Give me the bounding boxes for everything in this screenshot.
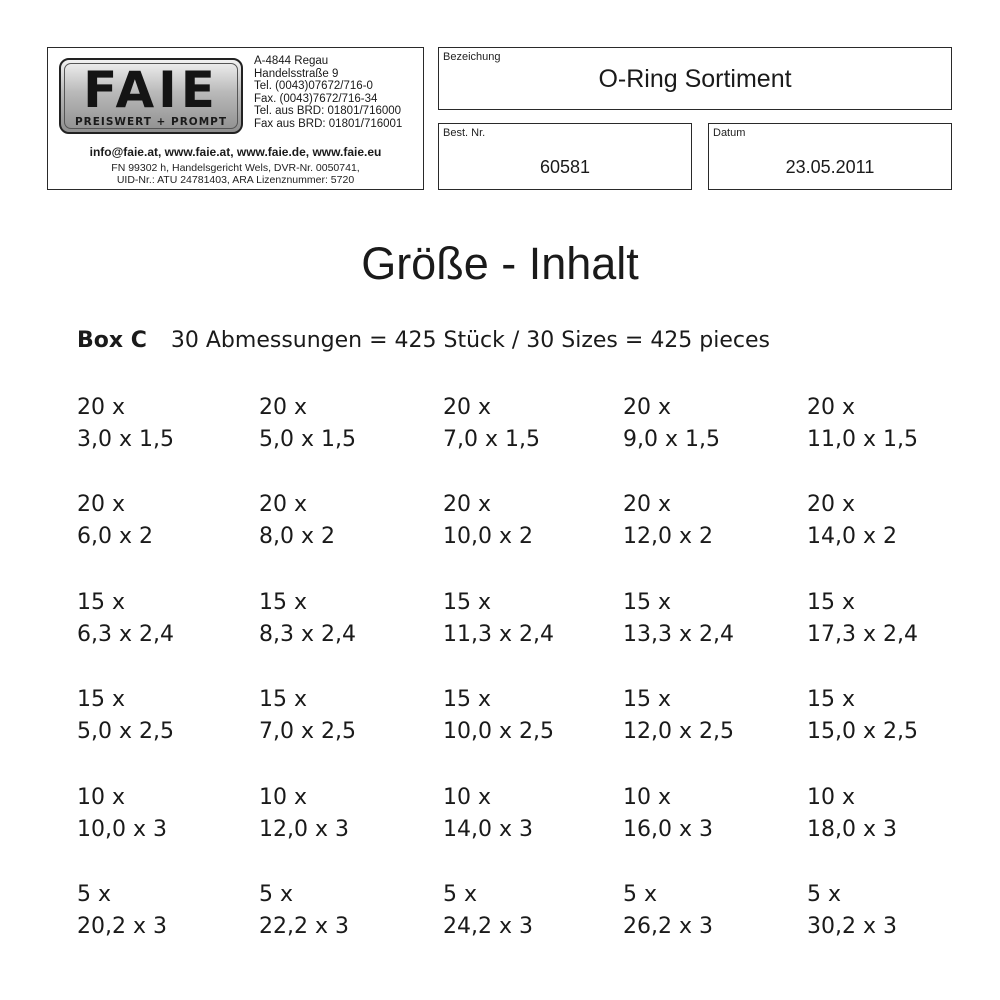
size-entry: [623, 782, 713, 846]
size-entry: [623, 879, 713, 943]
size-entry: [623, 684, 734, 748]
size-entry-dimensions: 10,0 x 2: [443, 524, 533, 549]
size-entry-quantity: 5 x: [443, 882, 478, 907]
logo-tagline: PREISWERT + PROMPT: [74, 116, 228, 128]
size-entry-quantity: 15 x: [443, 687, 492, 712]
size-entry-quantity: 10 x: [443, 785, 492, 810]
size-entry: [77, 684, 174, 748]
size-entry: [443, 489, 533, 553]
size-entry: [77, 392, 174, 456]
registration-line: FN 99302 h, Handelsgericht Wels, DVR-Nr. 0050741,: [111, 162, 360, 174]
size-entry-quantity: 5 x: [77, 882, 112, 907]
size-entry-dimensions: 11,3 x 2,4: [443, 622, 554, 647]
size-entry-quantity: 10 x: [623, 785, 672, 810]
size-entry-quantity: 20 x: [623, 395, 672, 420]
size-entry-dimensions: 10,0 x 2,5: [443, 719, 554, 744]
size-entry: [623, 392, 720, 456]
size-entry: [259, 489, 335, 553]
size-entry: [259, 684, 356, 748]
address-line: A-4844 Regau: [254, 55, 329, 67]
size-entry: [77, 879, 167, 943]
size-entry-dimensions: 26,2 x 3: [623, 914, 713, 939]
size-entry-quantity: 20 x: [623, 492, 672, 517]
order-number-label: Best. Nr.: [443, 127, 486, 139]
order-number-field: [438, 123, 692, 190]
size-entry-quantity: 20 x: [443, 395, 492, 420]
size-entry-dimensions: 5,0 x 2,5: [77, 719, 174, 744]
size-entry-dimensions: 11,0 x 1,5: [807, 427, 918, 452]
size-entry-dimensions: 16,0 x 3: [623, 817, 713, 842]
date-label: Datum: [713, 127, 746, 139]
size-entry-dimensions: 20,2 x 3: [77, 914, 167, 939]
size-entry-dimensions: 9,0 x 1,5: [623, 427, 720, 452]
size-entry: [259, 782, 349, 846]
size-entry-dimensions: 5,0 x 1,5: [259, 427, 356, 452]
size-entry-quantity: 15 x: [623, 687, 672, 712]
company-address: [254, 55, 402, 130]
size-entry: [807, 489, 897, 553]
size-entry-dimensions: 30,2 x 3: [807, 914, 897, 939]
company-header-box: [47, 47, 424, 190]
address-line: Tel. aus BRD: 01801/716000: [254, 105, 402, 117]
size-entry-dimensions: 18,0 x 3: [807, 817, 897, 842]
size-entry-dimensions: 14,0 x 3: [443, 817, 533, 842]
bezeichnung-label: Bezeichung: [443, 51, 501, 63]
size-entry-quantity: 20 x: [259, 395, 308, 420]
order-number-value: 60581: [539, 157, 591, 177]
size-entry-quantity: 20 x: [807, 395, 856, 420]
size-entry-quantity: 10 x: [77, 785, 126, 810]
size-entry: [807, 392, 918, 456]
box-label: Box C: [77, 328, 147, 353]
company-registration: [48, 163, 423, 186]
size-entry-quantity: 5 x: [259, 882, 294, 907]
size-entry-quantity: 20 x: [259, 492, 308, 517]
size-entry-quantity: 15 x: [259, 590, 308, 615]
size-entry-quantity: 20 x: [77, 395, 126, 420]
size-entry-quantity: 15 x: [443, 590, 492, 615]
size-entry-quantity: 20 x: [443, 492, 492, 517]
size-entry: [443, 684, 554, 748]
size-entry-quantity: 15 x: [623, 590, 672, 615]
size-entry-dimensions: 6,3 x 2,4: [77, 622, 174, 647]
bezeichnung-field: [438, 47, 952, 110]
size-entry-dimensions: 7,0 x 1,5: [443, 427, 540, 452]
size-entry-dimensions: 24,2 x 3: [443, 914, 533, 939]
size-entry: [77, 489, 153, 553]
size-entry: [443, 392, 540, 456]
size-entry-dimensions: 22,2 x 3: [259, 914, 349, 939]
size-entry-quantity: 10 x: [807, 785, 856, 810]
size-entry: [443, 782, 533, 846]
size-entry-dimensions: 15,0 x 2,5: [807, 719, 918, 744]
size-entry: [623, 489, 713, 553]
size-entry-dimensions: 10,0 x 3: [77, 817, 167, 842]
size-entry: [77, 587, 174, 651]
bezeichnung-value: O-Ring Sortiment: [598, 65, 792, 93]
date-field: [708, 123, 952, 190]
size-entry-quantity: 15 x: [77, 687, 126, 712]
address-line: Fax aus BRD: 01801/716001: [254, 117, 403, 130]
size-entry: [807, 587, 918, 651]
size-entry-quantity: 15 x: [77, 590, 126, 615]
size-entry-dimensions: 8,0 x 2: [259, 524, 335, 549]
size-entry-quantity: 5 x: [807, 882, 842, 907]
size-entry: [807, 782, 897, 846]
size-entry-dimensions: 14,0 x 2: [807, 524, 897, 549]
size-entry-dimensions: 12,0 x 2,5: [623, 719, 734, 744]
size-entry: [259, 392, 356, 456]
logo-wordmark: FAIE: [83, 61, 219, 119]
size-entry: [807, 684, 918, 748]
page-title: Größe - Inhalt: [361, 238, 639, 289]
date-value: 23.05.2011: [785, 157, 875, 177]
box-summary: [77, 328, 770, 353]
registration-line: UID-Nr.: ATU 24781403, ARA Lizenznummer: 5720: [116, 173, 355, 186]
size-entry-dimensions: 6,0 x 2: [77, 524, 153, 549]
address-line: Fax. (0043)7672/716-34: [254, 92, 378, 105]
size-entry-quantity: 20 x: [807, 492, 856, 517]
box-summary-text: 30 Abmessungen = 425 Stück / 30 Sizes = 425 pieces: [170, 328, 771, 353]
size-entry-quantity: 5 x: [623, 882, 658, 907]
size-entry-dimensions: 17,3 x 2,4: [807, 622, 918, 647]
size-entry: [259, 879, 349, 943]
size-entry: [623, 587, 734, 651]
size-entry: [807, 879, 897, 943]
size-entry-dimensions: 7,0 x 2,5: [259, 719, 356, 744]
size-entry-quantity: 15 x: [807, 687, 856, 712]
size-entry: [443, 587, 554, 651]
address-line: Handelsstraße 9: [254, 67, 339, 80]
size-entry: [77, 782, 167, 846]
size-entry-dimensions: 12,0 x 2: [623, 524, 713, 549]
company-web-contacts: info@faie.at, www.faie.at, www.faie.de, www.faie.eu: [89, 145, 382, 159]
size-entry: [443, 879, 533, 943]
address-line: Tel. (0043)07672/716-0: [254, 80, 373, 92]
size-entry-dimensions: 13,3 x 2,4: [623, 622, 734, 647]
faie-logo: [59, 58, 243, 134]
size-entry-dimensions: 3,0 x 1,5: [77, 427, 174, 452]
size-entry-dimensions: 8,3 x 2,4: [259, 622, 356, 647]
size-entry-quantity: 15 x: [259, 687, 308, 712]
size-entry-dimensions: 12,0 x 3: [259, 817, 349, 842]
size-entry-quantity: 10 x: [259, 785, 308, 810]
size-entry: [259, 587, 356, 651]
size-entry-quantity: 15 x: [807, 590, 856, 615]
size-entry-quantity: 20 x: [77, 492, 126, 517]
